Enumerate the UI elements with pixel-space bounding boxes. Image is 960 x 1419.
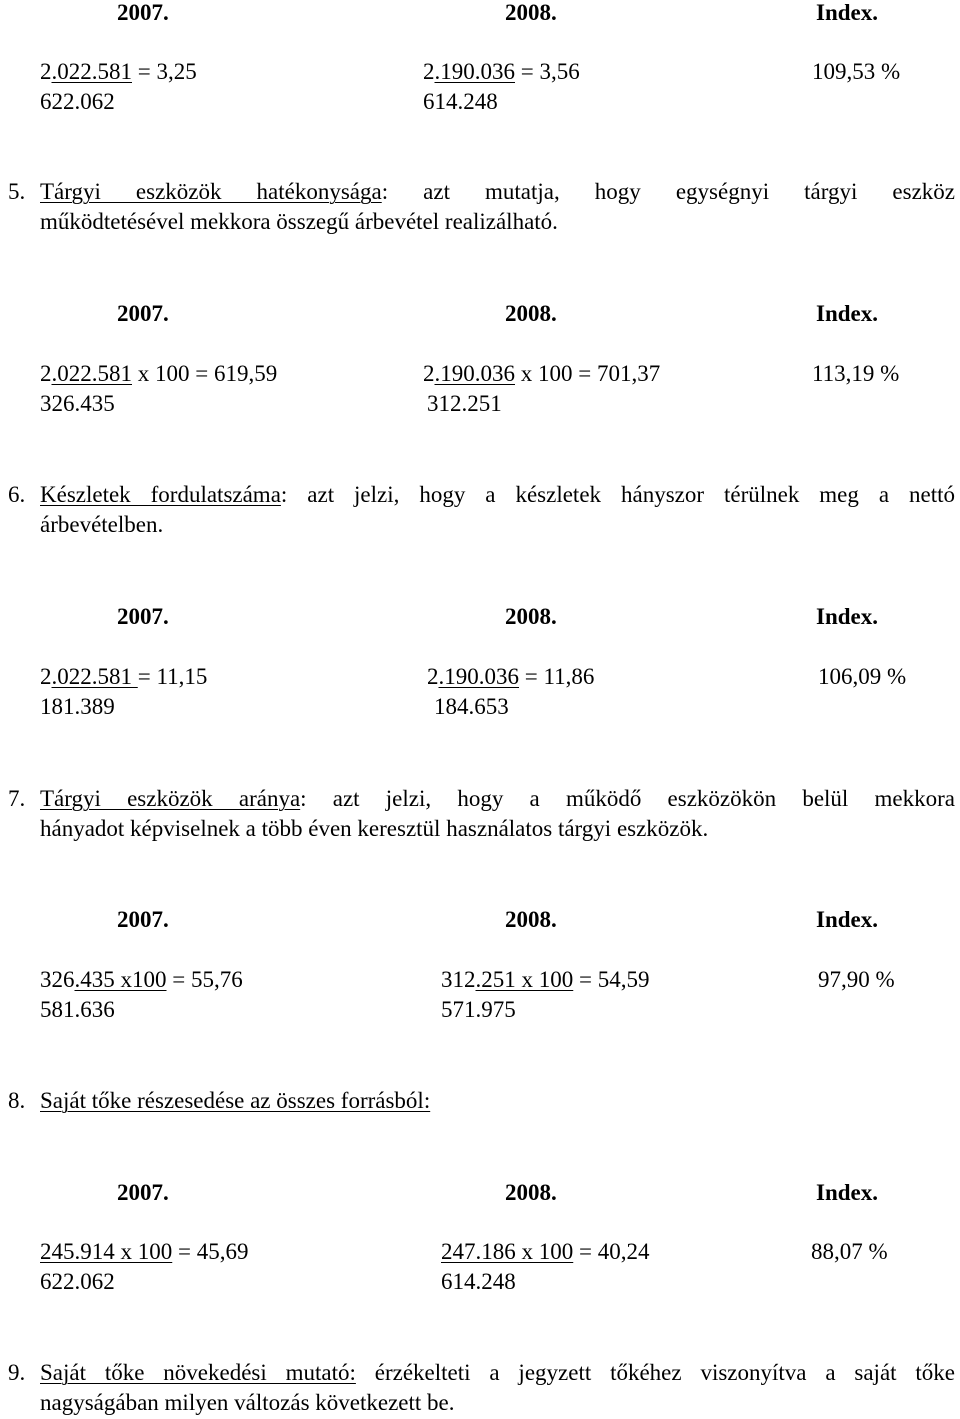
header-year-2007: 2007.	[117, 1180, 169, 1205]
formula-2008-denominator: 184.653	[434, 694, 509, 719]
formula-2007-numerator: 2.022.581 x 100 = 619,59	[40, 361, 278, 386]
section-5-paragraph: 5. Tárgyi eszközök hatékonysága: azt mutatja, hogy egységnyi tárgyi eszköz működtetésével mekkora összegű árbevétel realizálható.	[8, 179, 955, 234]
formula-2008-numerator: 2.190.036 x 100 = 701,37	[423, 361, 661, 386]
index-value: 109,53 %	[812, 59, 901, 84]
formula-2007-denominator: 326.435	[40, 391, 115, 416]
formula-2008-denominator: 571.975	[441, 997, 516, 1022]
header-year-2007: 2007.	[117, 0, 169, 25]
section-6-paragraph: 6. Készletek fordulatszáma: azt jelzi, hogy a készletek hányszor térülnek meg a nettó árbevételben.	[8, 482, 955, 537]
header-year-2008: 2008.	[505, 0, 557, 25]
section-title: Saját tőke növekedési mutató:	[40, 1360, 356, 1385]
header-year-2007: 2007.	[117, 604, 169, 629]
header-year-2008: 2008.	[505, 907, 557, 932]
formula-2008-denominator: 614.248	[441, 1269, 516, 1294]
formula-2007-denominator: 622.062	[40, 89, 115, 114]
section-title: Készletek fordulatszáma	[40, 482, 281, 507]
header-index: Index.	[816, 604, 878, 629]
section-title: Saját tőke részesedése az összes forrásból:	[40, 1088, 431, 1113]
formula-2008-denominator: 312.251	[427, 391, 502, 416]
formula-2008-numerator: 2.190.036 = 3,56	[423, 59, 580, 84]
header-index: Index.	[816, 1180, 878, 1205]
formula-2007-denominator: 581.636	[40, 997, 115, 1022]
header-year-2008: 2008.	[505, 604, 557, 629]
section-title: Tárgyi eszközök hatékonysága	[40, 179, 382, 204]
formula-2007-denominator: 622.062	[40, 1269, 115, 1294]
index-value: 106,09 %	[818, 664, 907, 689]
formula-2007-numerator: 2.022.581 = 11,15	[40, 664, 208, 689]
header-index: Index.	[816, 0, 878, 25]
section-8-paragraph: 8. Saját tőke részesedése az összes forrásból:	[8, 1088, 431, 1113]
formula-2007-numerator: 245.914 x 100 = 45,69	[40, 1239, 249, 1264]
formula-2007-numerator: 2.022.581 = 3,25	[40, 59, 197, 84]
formula-2008-numerator: 247.186 x 100 = 40,24	[441, 1239, 650, 1264]
index-value: 113,19 %	[812, 361, 900, 386]
formula-2008-numerator: 312.251 x 100 = 54,59	[441, 967, 650, 992]
header-year-2007: 2007.	[117, 907, 169, 932]
header-index: Index.	[816, 301, 878, 326]
header-year-2008: 2008.	[505, 301, 557, 326]
header-year-2007: 2007.	[117, 301, 169, 326]
section-title: Tárgyi eszközök aránya	[40, 786, 301, 811]
header-year-2008: 2008.	[505, 1180, 557, 1205]
index-value: 97,90 %	[818, 967, 895, 992]
formula-2007-numerator: 326.435 x100 = 55,76	[40, 967, 243, 992]
section-7-paragraph: 7. Tárgyi eszközök aránya: azt jelzi, hogy a működő eszközökön belül mekkora hányadot képviselnek a több éven keresztül használatos tárgyi eszközök.	[8, 786, 955, 841]
formula-2008-denominator: 614.248	[423, 89, 498, 114]
section-9-paragraph: 9. Saját tőke növekedési mutató: érzékelteti a jegyzett tőkéhez viszonyítva a saját tőke nagyságában milyen változás következett be.	[8, 1360, 955, 1415]
index-value: 88,07 %	[811, 1239, 888, 1264]
formula-2007-denominator: 181.389	[40, 694, 115, 719]
formula-2008-numerator: 2.190.036 = 11,86	[427, 664, 595, 689]
header-index: Index.	[816, 907, 878, 932]
